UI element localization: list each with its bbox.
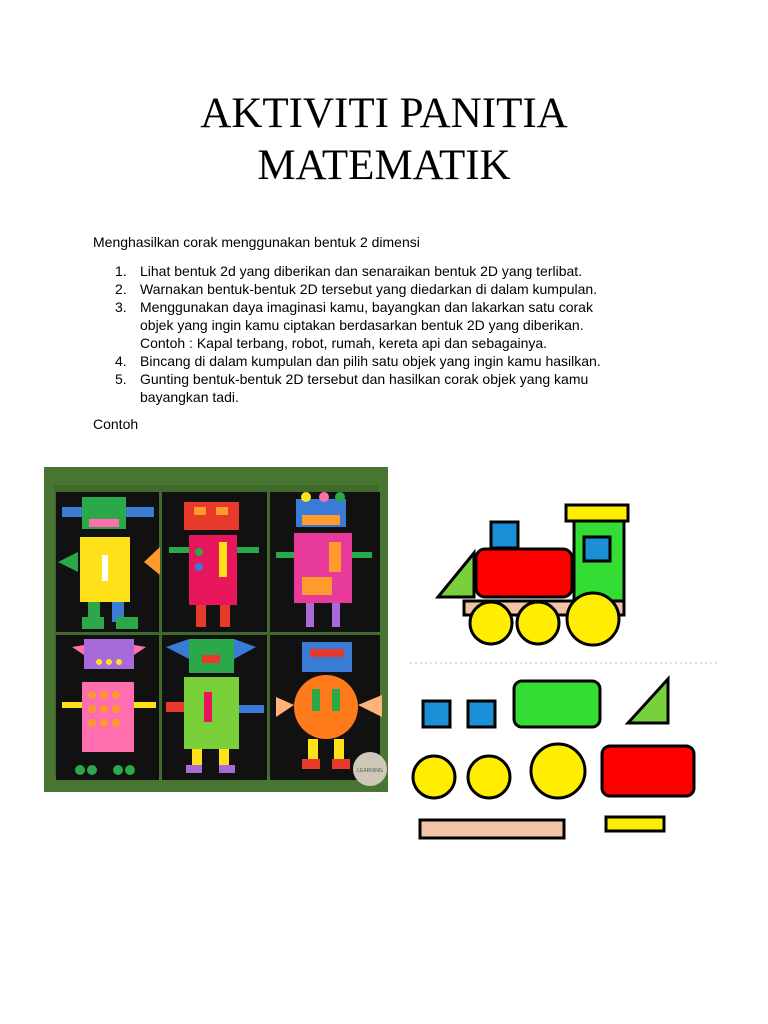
step-text: Lihat bentuk 2d yang diberikan dan senaraikan bentuk 2D yang terlibat. bbox=[140, 263, 583, 279]
step-text: objek yang ingin kamu ciptakan berdasarkan bentuk 2D yang diberikan. bbox=[140, 317, 584, 333]
step-text: Gunting bentuk-bentuk 2D tersebut dan hasilkan corak objek yang kamu bbox=[140, 371, 589, 387]
watermark-logo: LEARNING bbox=[357, 768, 383, 774]
step-text: Menggunakan daya imaginasi kamu, bayangkan dan lakarkan satu corak bbox=[140, 299, 593, 315]
step-text: Bincang di dalam kumpulan dan pilih satu objek yang ingin kamu hasilkan. bbox=[140, 353, 601, 369]
intro-text: Menghasilkan corak menggunakan bentuk 2 dimensi bbox=[93, 234, 420, 250]
step-item bbox=[93, 370, 673, 406]
step-number: 5. bbox=[115, 371, 127, 387]
steps-list bbox=[93, 262, 673, 406]
step-item bbox=[93, 352, 673, 370]
page-title bbox=[0, 88, 768, 192]
step-number: 3. bbox=[115, 299, 127, 315]
step-item bbox=[93, 280, 673, 298]
step-number: 1. bbox=[115, 263, 127, 279]
step-item bbox=[93, 262, 673, 280]
title-line-1: AKTIVITI PANITIA bbox=[200, 90, 568, 137]
step-number: 2. bbox=[115, 281, 127, 297]
step-number: 4. bbox=[115, 353, 127, 369]
title-line-2: MATEMATIK bbox=[257, 142, 511, 189]
step-text: Contoh : Kapal terbang, robot, rumah, kereta api dan sebagainya. bbox=[140, 335, 548, 351]
example-label: Contoh bbox=[93, 416, 139, 432]
robot-collage-image bbox=[44, 467, 388, 792]
step-text: Warnakan bentuk-bentuk 2D tersebut yang diedarkan di dalam kumpulan. bbox=[140, 281, 598, 297]
step-text: bayangkan tadi. bbox=[140, 389, 239, 405]
train-shapes-image bbox=[406, 495, 726, 855]
step-item bbox=[93, 298, 673, 352]
